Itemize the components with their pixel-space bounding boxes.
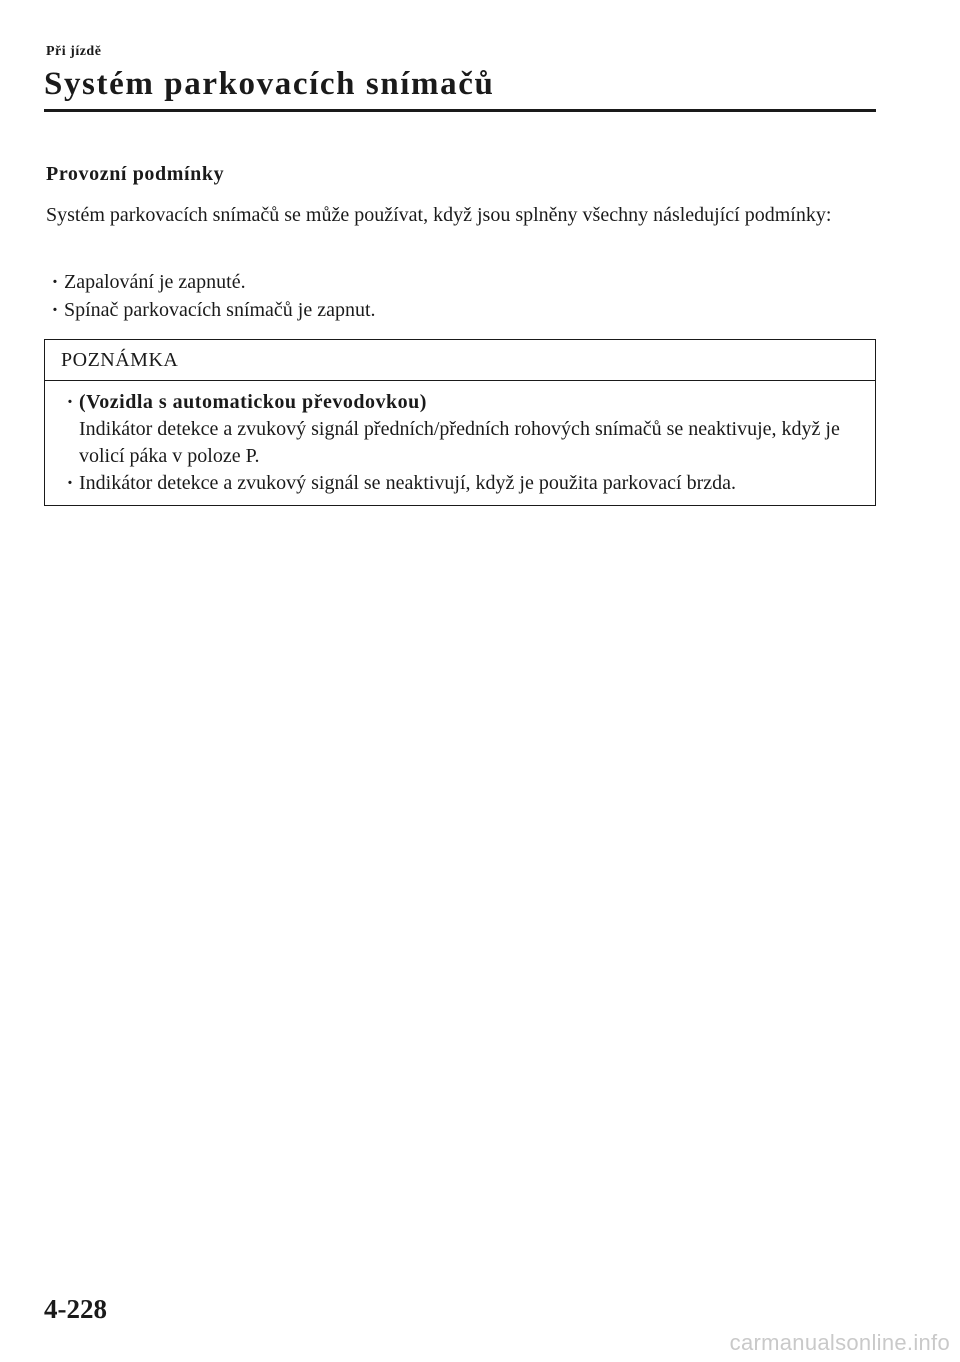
note-item-text: Indikátor detekce a zvukový signál předních/předních rohových snímačů se neaktivuje, když je volicí páka v poloze P. (79, 418, 840, 467)
section-label: Při jízdě (46, 44, 102, 59)
note-item (61, 470, 865, 497)
intro-paragraph: Systém parkovacích snímačů se může používat, když jsou splněny všechny následující podmínky: (46, 204, 832, 226)
note-item-body (79, 389, 865, 470)
note-item-heading: (Vozidla s automatickou převodovkou) (79, 391, 427, 413)
bullet-icon: · (51, 271, 59, 293)
list-item (46, 296, 376, 324)
note-label: POZNÁMKA (45, 340, 875, 381)
note-item-text: Indikátor detekce a zvukový signál se neaktivují, když je použita parkovací brzda. (79, 472, 736, 494)
page-number: 4-228 (44, 1294, 107, 1324)
watermark: carmanualsonline.info (729, 1330, 950, 1355)
note-list (45, 381, 875, 505)
conditions-list (46, 268, 376, 324)
note-box (44, 339, 876, 506)
list-item (46, 268, 376, 296)
note-item (61, 389, 865, 470)
subheading-operating-conditions: Provozní podmínky (46, 163, 225, 185)
bullet-icon: · (66, 472, 74, 494)
list-item-text: Zapalování je zapnuté. (64, 271, 246, 293)
bullet-icon: · (51, 299, 59, 321)
page-title: Systém parkovacích snímačů (44, 66, 495, 102)
title-rule (44, 109, 876, 112)
note-item-body (79, 470, 736, 497)
list-item-text: Spínač parkovacích snímačů je zapnut. (64, 299, 376, 321)
bullet-icon: · (66, 391, 74, 413)
